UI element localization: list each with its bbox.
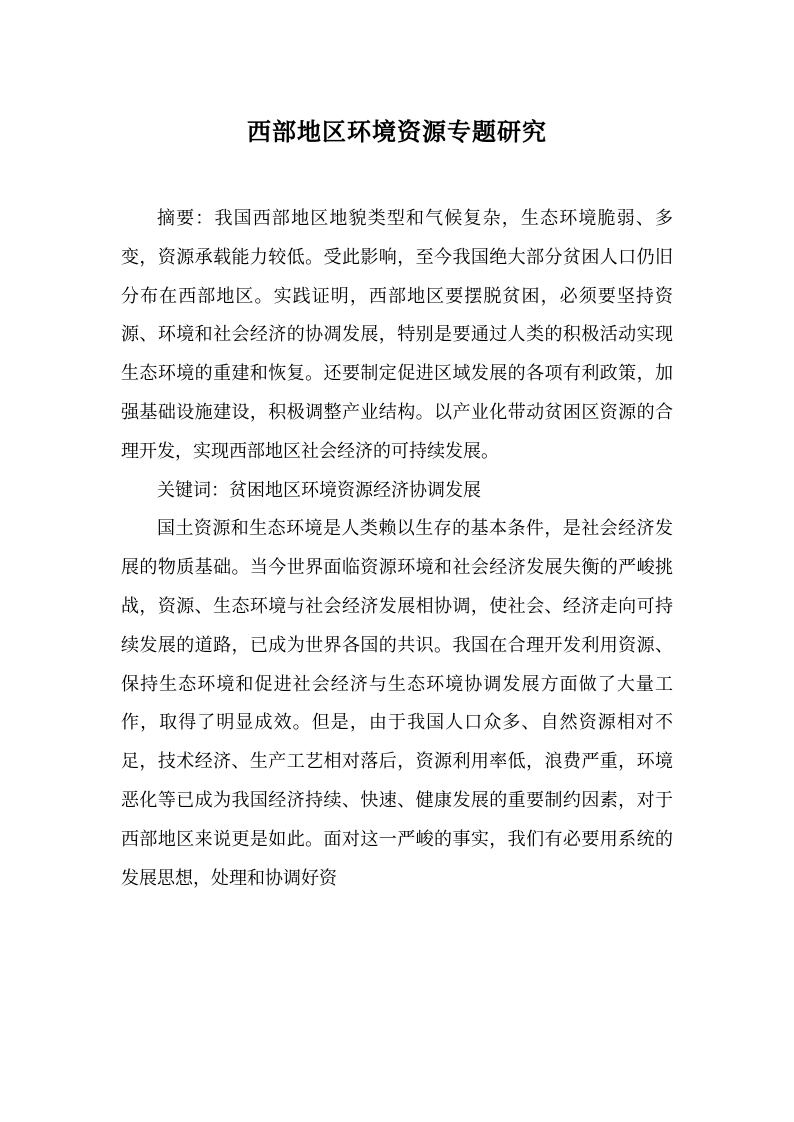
document-title: 西部地区环境资源专题研究: [247, 117, 547, 146]
abstract-paragraph: 摘要：我国西部地区地貌类型和气候复杂，生态环境脆弱、多变，资源承载能力较低。受此影响，至今我国绝大部分贫困人口仍旧分布在西部地区。实践证明，西部地区要摆脱贫困，必须要坚持资源、环境和社会经济的协凋发展，特别是要通过人类的积极活动实现生态环境的重建和恢复。还要制定促进区域发展的各项有利政策，加强基础设施建设，积极调整产业结构。以产业化带动贫困区资源的合理开发，实现西部地区社会经济的可持续发展。: [121, 208, 673, 462]
keywords-paragraph: 关键词：贫困地区环境资源经济协调发展: [157, 479, 481, 501]
body-paragraph: 国土资源和生态环境是人类赖以生存的基本条件，是社会经济发展的物质基础。当今世界面临资源环境和社会经济发展失衡的严峻挑战，资源、生态环境与社会经济发展相协调，使社会、经济走向可持续发展的道路，已成为世界各国的共识。我国在合理开发利用资源、保持生态环境和促进社会经济与生态环境协调发展方面做了大量工作，取得了明显成效。但是，由于我国人口众多、自然资源相对不足，技术经济、生产工艺相对落后，资源利用率低，浪费严重，环境恶化等已成为我国经济持续、快速、健康发展的重要制约因素，对于西部地区来说更是如此。面对这一严峻的事实，我们有必要用系统的发展思想，处理和协调好资: [121, 518, 673, 889]
document-body: [121, 200, 673, 898]
